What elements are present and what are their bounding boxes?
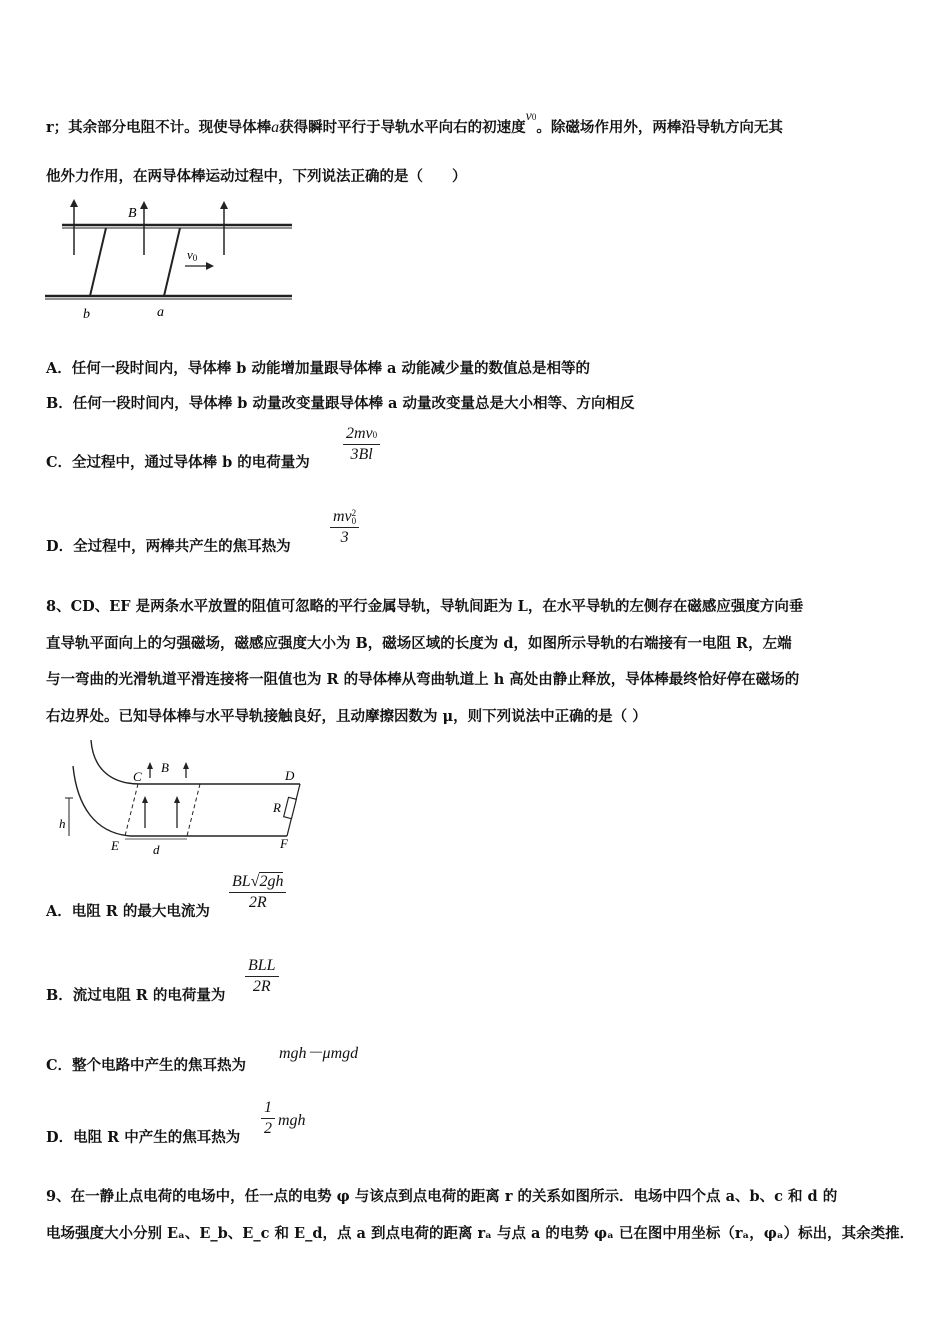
q7-option-C: C．全过程中，通过导体棒 b 的电荷量为 (46, 454, 310, 471)
q9-stem-line-2: 电场强度大小分别 Eₐ、E_b、E_c 和 E_d，点 a 到点电荷的距离 rₐ 与点 a 的电势 φₐ 已在图中用坐标（rₐ，φₐ）标出，其余类推． (46, 1225, 915, 1242)
q7-option-A: A．任何一段时间内，导体棒 b 动能增加量跟导体棒 a 动能减少量的数值总是相等的 (46, 360, 590, 377)
q7-option-B: B．任何一段时间内，导体棒 b 动量改变量跟导体棒 a 动量改变量总是大小相等、方向相反 (46, 395, 635, 412)
q7-field-arrow-2-head (140, 201, 148, 209)
q8-label-d: d (153, 842, 160, 856)
q7-v0-symbol: v0 (525, 109, 537, 124)
q8-option-A-fraction: BL√2gh 2R (229, 873, 286, 912)
q8-stem-line-3: 与一弯曲的光滑轨道平滑连接将一阻值也为 R 的导体棒从弯曲轨道上 h 高处由静止释放，导体棒最终恰好停在磁场的 (46, 671, 800, 688)
q8-curved-rail-bottom (73, 766, 287, 836)
q8-option-A: A．电阻 R 的最大电流为 (46, 903, 210, 920)
q8-label-h: h (59, 816, 66, 831)
q7-stem-part-1: r；其余部分电阻不计。现使导体棒 (46, 119, 272, 136)
q8-option-B-fraction: BLL 2R (245, 957, 279, 996)
q8-option-D-fraction: 1 2 (261, 1099, 275, 1138)
q7-option-D: D．全过程中，两棒共产生的焦耳热为 (46, 538, 291, 555)
q7-label-B: B (128, 206, 137, 221)
q8-label-R: R (273, 800, 281, 815)
q8-label-E: E (111, 838, 119, 853)
q7-label-a: a (157, 305, 164, 320)
q7-field-arrow-1-head (70, 199, 78, 207)
q7-velocity-arrow-head (206, 262, 214, 270)
q7-stem-part-2: 获得瞬时平行于导轨水平向右的初速度 (279, 119, 526, 136)
q7-rod-b (90, 228, 106, 296)
q8-option-D: D．电阻 R 中产生的焦耳热为 (46, 1129, 241, 1146)
q8-option-B: B．流过电阻 R 的电荷量为 (46, 987, 226, 1004)
q7-rod-a: a (271, 119, 280, 136)
q8-stem-line-1: 8、CD、EF 是两条水平放置的阻值可忽略的平行金属导轨，导轨间距为 L，在水平导轨的左侧存在磁感应强度方向垂 (46, 598, 804, 615)
q8-label-C: C (133, 769, 142, 784)
q8-field-boundary-left (125, 784, 138, 836)
q7-stem-line-2: 他外力作用，在两导体棒运动过程中，下列说法正确的是（ ） (46, 168, 467, 185)
q7-rod-a-line (164, 228, 180, 296)
q7-stem-line-1 (46, 109, 783, 137)
q7-rails-figure (40, 195, 300, 325)
q7-label-v0: v0 (187, 247, 198, 263)
q8-option-C-expression: mgh－μmgd (279, 1045, 359, 1062)
q8-option-C: C．整个电路中产生的焦耳热为 (46, 1057, 247, 1074)
q8-resistor (284, 797, 297, 818)
q8-label-D: D (285, 768, 295, 783)
q8-curved-rail-top (91, 740, 300, 784)
q8-track-figure (55, 738, 315, 856)
q8-field-boundary-right (187, 784, 200, 836)
q7-option-C-fraction: 2mv0 3Bl (343, 425, 380, 464)
q7-option-D-fraction: mv2 0 3 (330, 508, 359, 547)
q8-label-B: B (161, 760, 169, 775)
q8-label-F: F (280, 836, 288, 851)
q7-stem-part-3: 。除磁场作用外，两棒沿导轨方向无其 (536, 119, 783, 136)
q7-field-arrow-3-head (220, 201, 228, 209)
q9-stem-line-1: 9、在一静止点电荷的电场中，任一点的电势 φ 与该点到点电荷的距离 r 的关系如图所示．电场中四个点 a、b、c 和 d 的 (46, 1188, 838, 1205)
q8-option-D-tail: mgh (278, 1112, 306, 1129)
q8-stem-line-4: 右边界处。已知导体棒与水平导轨接触良好，且动摩擦因数为 μ，则下列说法中正确的是（ ） (46, 708, 647, 725)
q8-stem-line-2: 直导轨平面向上的匀强磁场，磁感应强度大小为 B，磁场区域的长度为 d，如图所示导轨的右端接有一电阻 R，左端 (46, 635, 792, 652)
q7-label-b: b (83, 307, 90, 322)
